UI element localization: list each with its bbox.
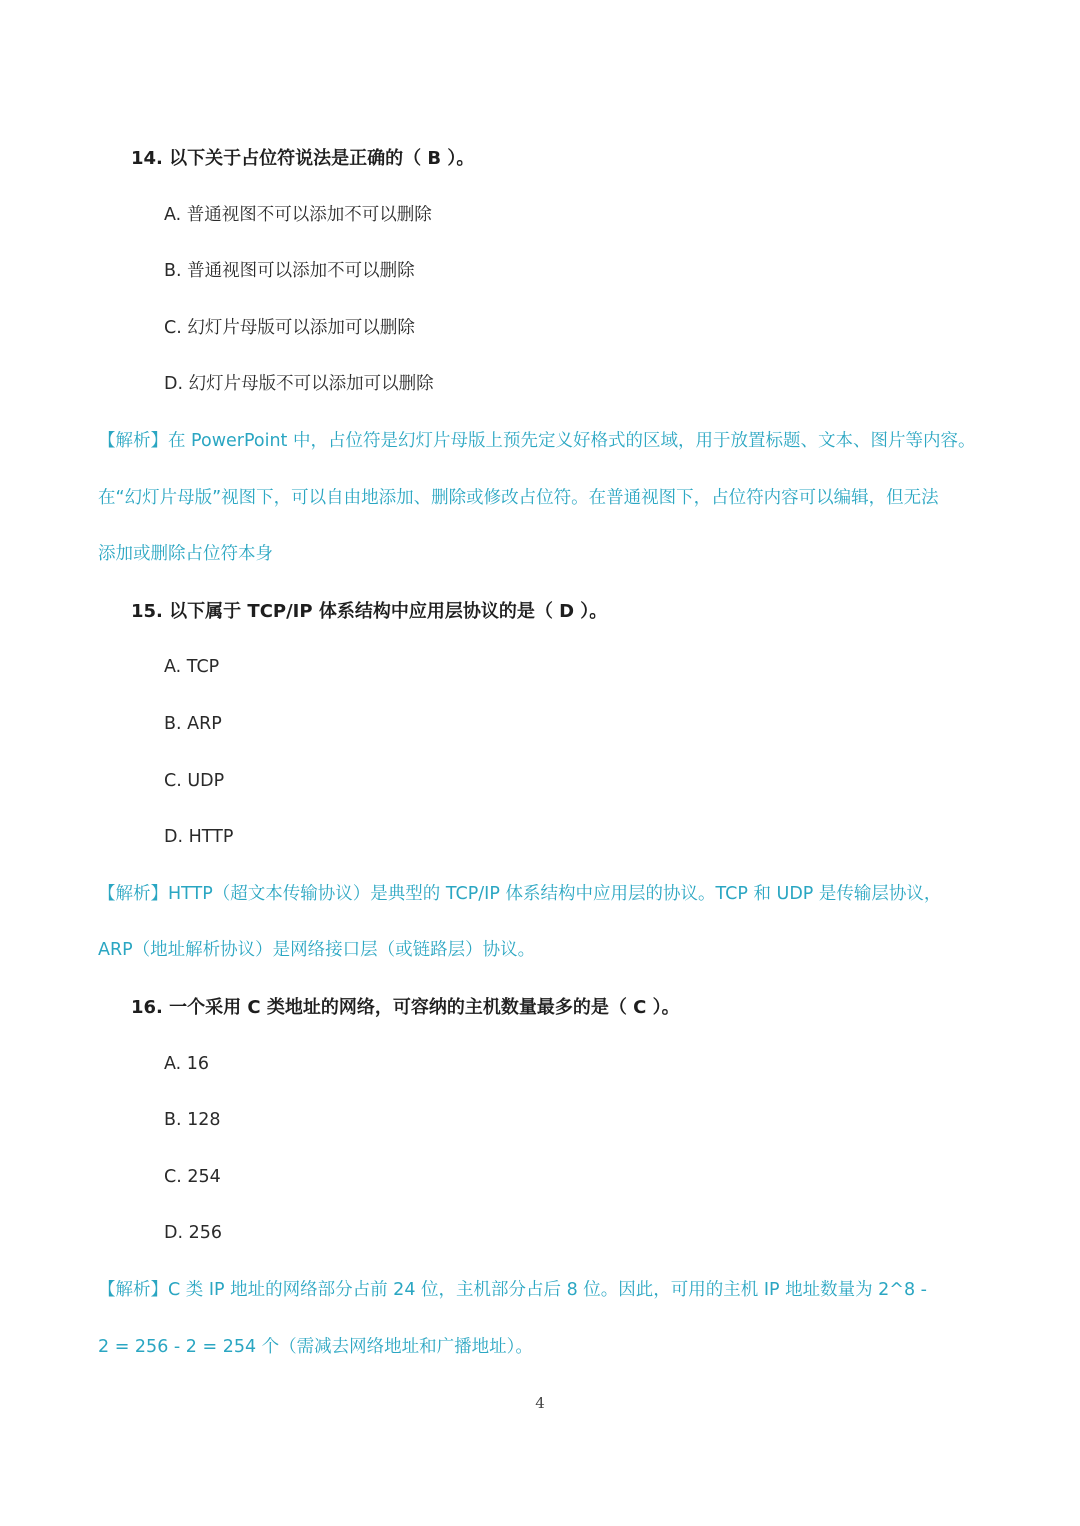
question-15-option-b: B. ARP	[164, 714, 222, 734]
question-14-option-b: B. 普通视图可以添加不可以删除	[164, 261, 415, 281]
question-15-option-d: D. HTTP	[164, 827, 234, 847]
question-16-stem: 16. 一个采用 C 类地址的网络，可容纳的主机数量最多的是（ C ）。	[131, 997, 680, 1018]
question-14-option-d: D. 幻灯片母版不可以添加可以删除	[164, 374, 434, 394]
question-16-option-a: A. 16	[164, 1054, 210, 1074]
question-15-option-c: C. UDP	[164, 771, 225, 791]
question-15-analysis-line-1: 【解析】HTTP（超文本传输协议）是典型的 TCP/IP 体系结构中应用层的协议。TCP 和 UDP 是传输层协议，	[98, 884, 942, 904]
question-16-analysis-line-2: 2 = 256 - 2 = 254 个（需减去网络地址和广播地址）。	[98, 1337, 533, 1357]
question-15-stem: 15. 以下属于 TCP/IP 体系结构中应用层协议的是（ D ）。	[131, 601, 608, 622]
question-14-stem: 14. 以下关于占位符说法是正确的（ B ）。	[131, 148, 475, 169]
question-14-option-a: A. 普通视图不可以添加不可以删除	[164, 205, 432, 225]
question-15-analysis-line-2: ARP（地址解析协议）是网络接口层（或链路层）协议。	[98, 940, 536, 960]
question-15-option-a: A. TCP	[164, 657, 220, 677]
question-16-option-d: D. 256	[164, 1223, 223, 1243]
question-16-option-c: C. 254	[164, 1167, 221, 1187]
question-14-option-c: C. 幻灯片母版可以添加可以删除	[164, 318, 415, 338]
question-14-analysis-line-1: 【解析】在 PowerPoint 中，占位符是幻灯片母版上预先定义好格式的区域，用于放置标题、文本、图片等内容。	[98, 431, 976, 451]
question-14-analysis-line-2: 在“幻灯片母版”视图下，可以自由地添加、删除或修改占位符。在普通视图下，占位符内容可以编辑，但无法	[98, 488, 939, 508]
question-16-analysis-line-1: 【解析】C 类 IP 地址的网络部分占前 24 位，主机部分占后 8 位。因此，可用的主机 IP 地址数量为 2^8 -	[98, 1280, 927, 1300]
question-16-option-b: B. 128	[164, 1110, 221, 1130]
question-14-analysis-line-3: 添加或删除占位符本身	[98, 544, 273, 564]
page-number: 4	[535, 1394, 545, 1412]
